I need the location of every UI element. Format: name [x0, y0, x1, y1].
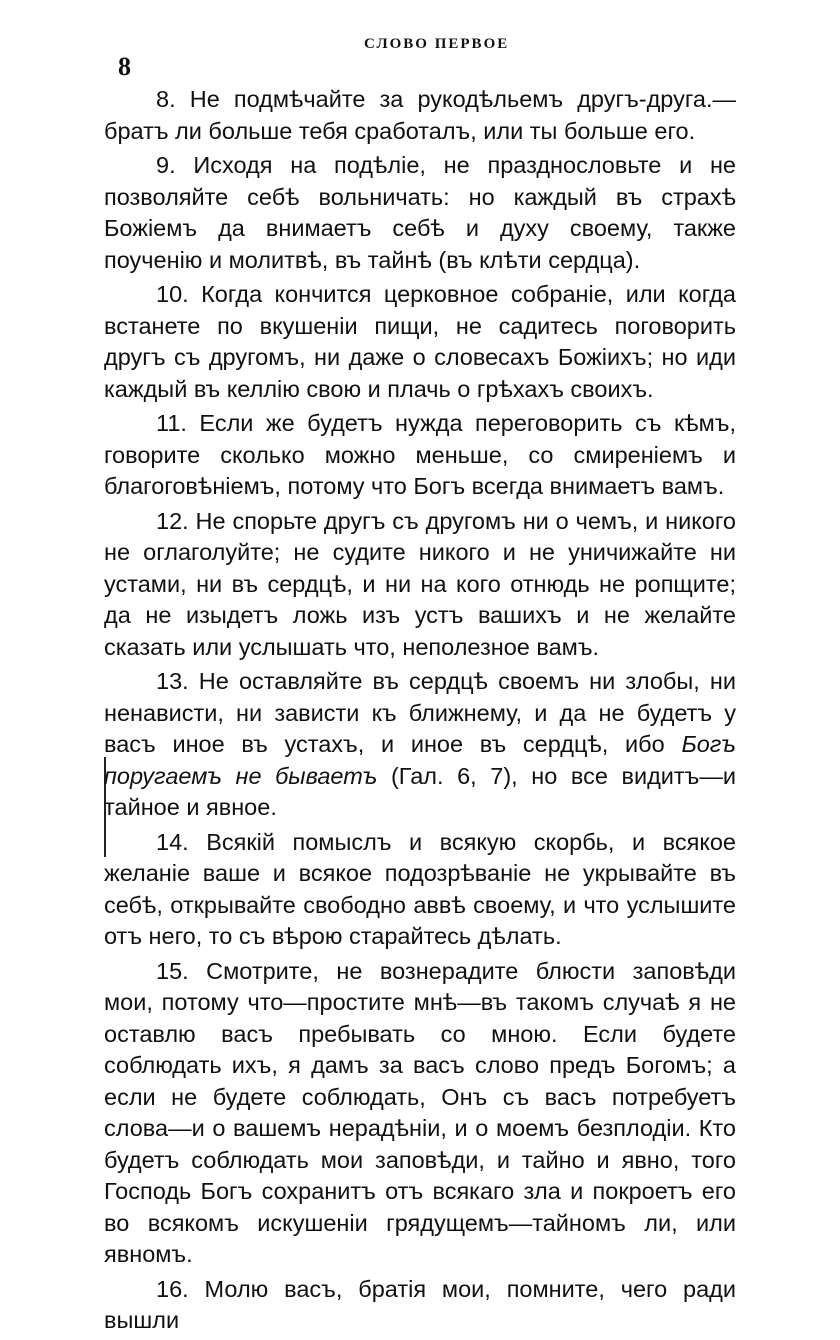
body-text — [104, 84, 736, 1340]
paragraph-9 — [104, 150, 736, 276]
paragraph-text: Не спорьте другъ съ другомъ ни о чемъ, и никого не оглаголуйте; не судите никого и не уничижайте ни устами, ни въ сердцѣ, и ни на кого отнюдь не ропщите; да не изыдетъ ложь изъ устъ вашихъ и не желайте сказать или услышать что, неполезное вамъ. — [104, 507, 736, 660]
paragraph-text: Исходя на подѣліе, не празднословьте и не позволяйте себѣ вольничать: но каждый въ страхѣ Божіемъ да внимаетъ себѣ и духу своему, также поученію и молитвѣ, въ тайнѣ (въ клѣти сердца). — [104, 152, 737, 273]
paragraph-number: 8. — [156, 86, 176, 112]
paragraph-13 — [104, 666, 736, 824]
paragraph-number: 9. — [156, 152, 176, 178]
paragraph-10 — [104, 279, 736, 405]
paragraph-12 — [104, 506, 736, 664]
paragraph-text: Смотрите, не вознерадите блюсти заповѣди мои, потому что—простите мнѣ—въ такомъ случаѣ я не оставлю васъ пребывать со мною. Если будете соблюдать ихъ, я дамъ за васъ слово предъ Богомъ; а если не будете соблюдать, Онъ съ васъ потребуетъ слова—и о вашемъ нерадѣніи, и о моемъ безплодіи. Кто будетъ соблюдать мои заповѣди, и тайно и явно, того Господь Богъ сохранитъ отъ всякаго зла и покроетъ его во всякомъ искушеніи грядущемъ—тайномъ ли, или явномъ. — [104, 957, 736, 1267]
page-number: 8 — [118, 52, 131, 81]
paragraph-number: 13. — [156, 668, 189, 694]
paragraph-number: 11. — [156, 410, 187, 436]
scripture-quote: Богъ поругаемъ не бываетъ — [104, 731, 736, 789]
paragraph-8 — [104, 84, 736, 147]
paragraph-text: Всякій помыслъ и всякую скорбь, и всякое желаніе ваше и всякое подозрѣваніе не укрывайте въ себѣ, открывайте свободно аввѣ своему, и что услышите отъ него, то съ вѣрою старайтесь дѣлать. — [104, 828, 736, 949]
paragraph-14 — [104, 827, 736, 953]
paragraph-11 — [104, 408, 736, 503]
paragraph-number: 10. — [156, 281, 189, 307]
paragraph-number: 12. — [156, 507, 189, 534]
paragraph-text: Не подмѣчайте за рукодѣльемъ другъ-друга.—братъ ли больше тебя сработалъ, или ты больше его. — [104, 86, 736, 144]
paragraph-text: Когда кончится церковное собраніе, или когда встанете по вкушеніи пищи, не садитесь поговорить другъ съ другомъ, ни даже о словесахъ Божіихъ; но иди каждый въ келлію свою и плачь о грѣхахъ своихъ. — [104, 281, 736, 402]
paragraph-number: 15. — [156, 957, 189, 984]
paragraph-16 — [104, 1274, 736, 1337]
paragraph-15 — [104, 956, 736, 1271]
paragraph-text: Если же будетъ нужда переговорить съ кѣмъ, говорите сколько можно меньше, со смиреніемъ и благоговѣніемъ, потому что Богъ всегда внимаетъ вамъ. — [104, 410, 736, 499]
paragraph-text: Не оставляйте въ сердцѣ своемъ ни злобы, ни ненависти, ни зависти къ ближнему, и да не будетъ у васъ иное въ устахъ, и иное въ сердцѣ, ибо — [104, 668, 737, 757]
paragraph-text-continued: (Гал. 6, 7), но все видитъ—и тайное и явное. — [104, 762, 736, 820]
paragraph-number: 16. — [156, 1275, 189, 1302]
running-title: СЛОВО ПЕРВОЕ — [364, 36, 510, 52]
paragraph-text: Молю васъ, братія мои, помните, чего ради вышли — [104, 1275, 737, 1333]
paragraph-number: 14. — [156, 828, 189, 855]
